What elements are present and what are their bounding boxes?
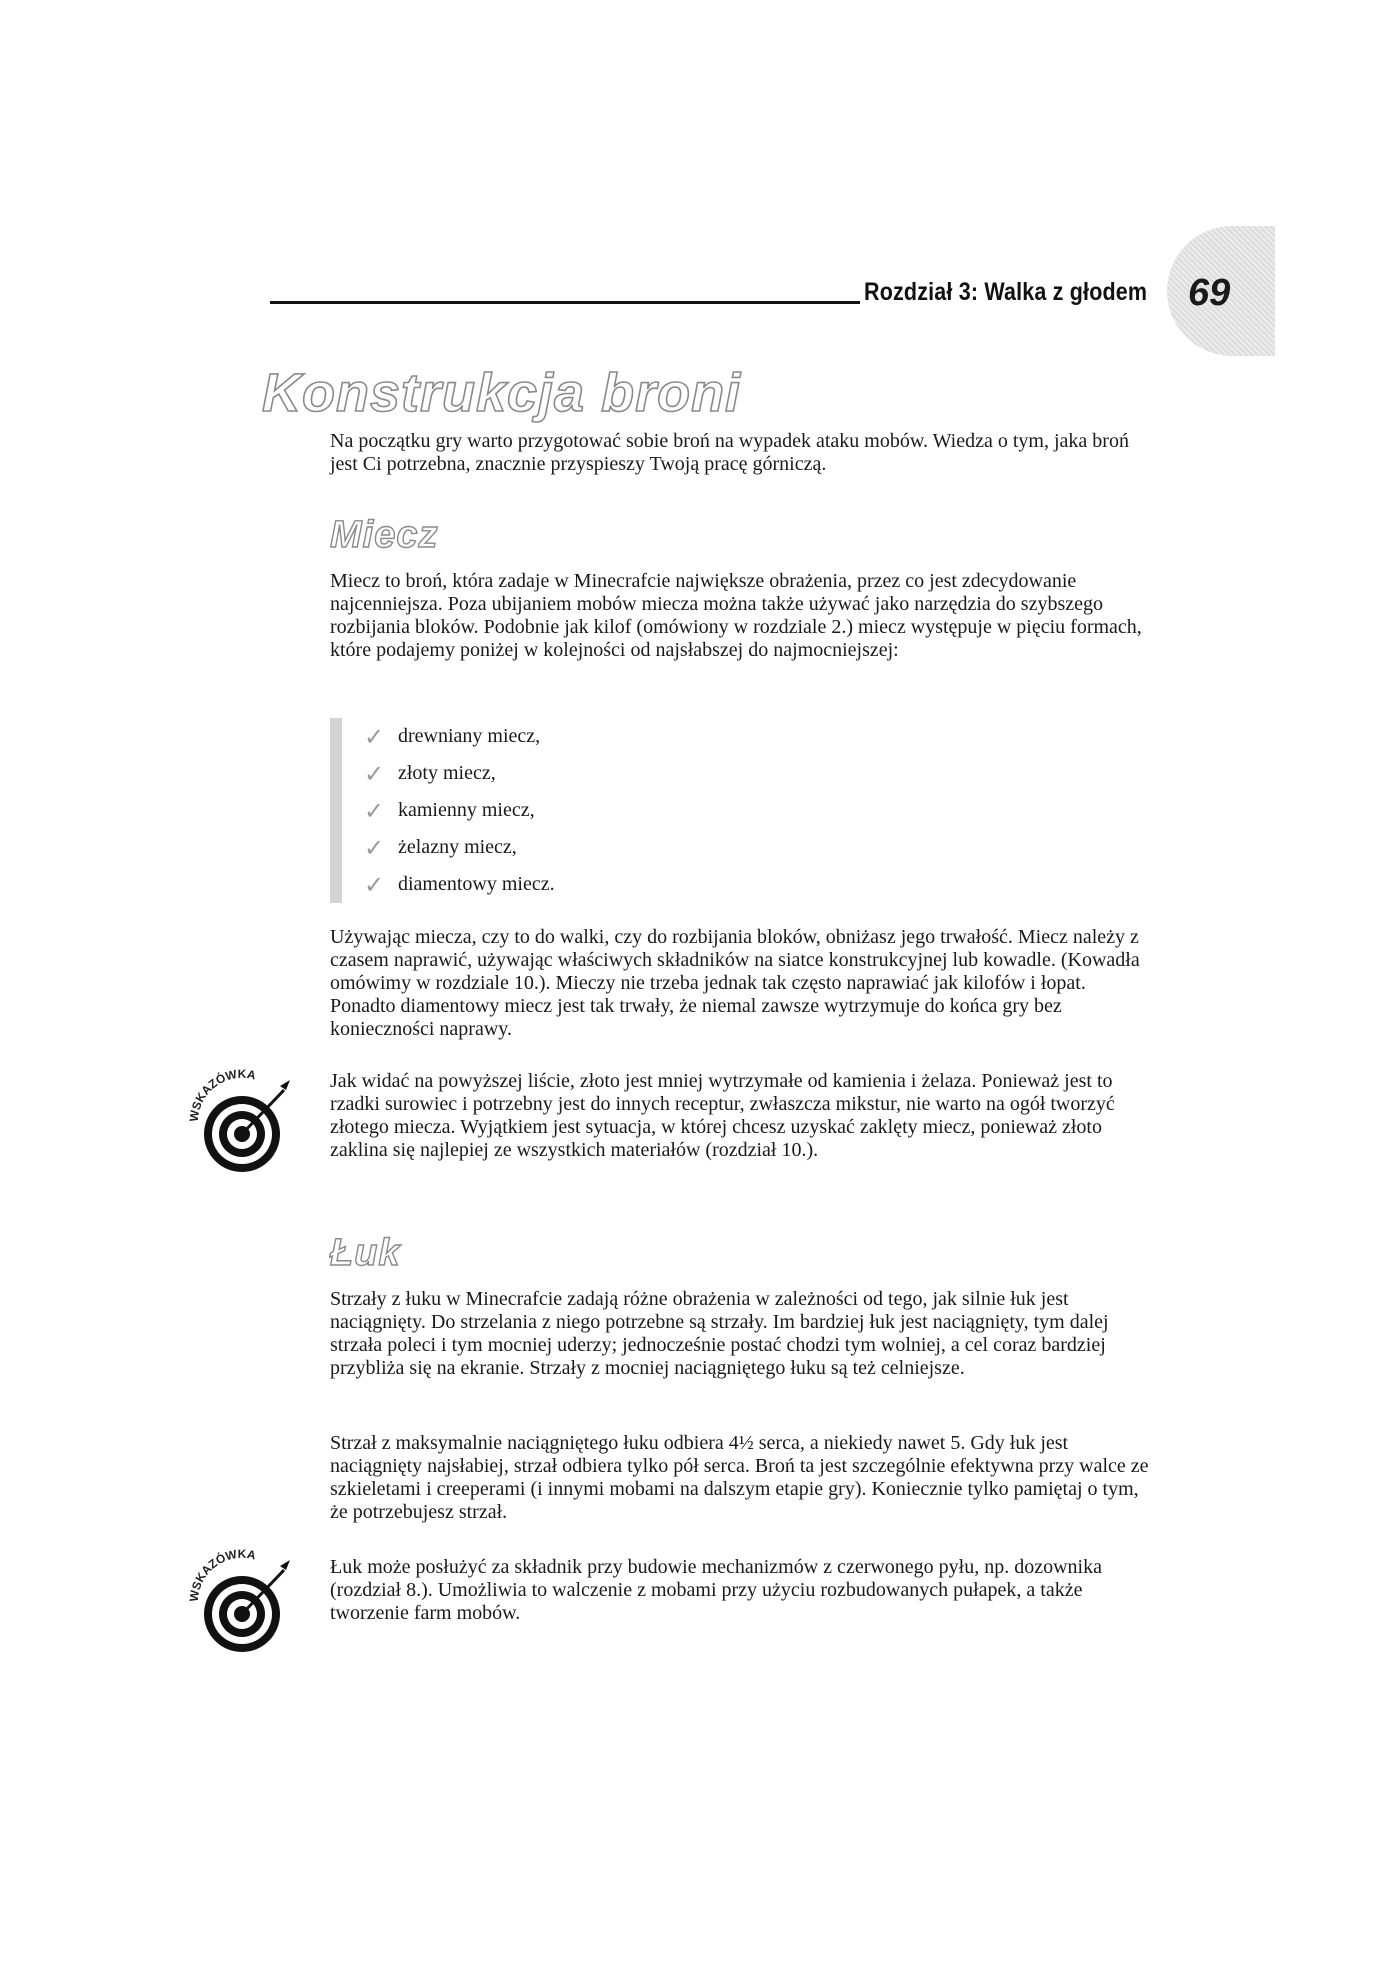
svg-text:WSKAZÓWKA: WSKAZÓWKA [186,1546,258,1603]
list-item-text: żelazny miecz, [398,836,517,858]
checkmark-icon: ✓ [364,759,385,788]
sword-paragraph-2: Używając miecza, czy to do walki, czy do rozbijania bloków, obniżasz jego trwałość. Miecz należy z czasem naprawić, używając właściwych składników na siatce konstrukcyjnej lub kowadle. (Kowadła omówimy w rozdziale 10.). Mieczy nie trzeba jednak tak często naprawiać jak kilofów i łopat. Ponadto diamentowy miecz jest tak trwały, że niemal zawsze wytrzymuje do końca gry bez konieczności naprawy. [330,926,1140,1040]
list-item [364,866,764,903]
list-item [364,792,764,829]
bow-heading: Łuk [330,1232,401,1274]
list-item-text: drewniany miecz, [398,725,541,747]
bow-paragraph-1: Strzały z łuku w Minecrafcie zadają różne obrażenia w zależności od tego, jak silnie łuk jest naciągnięty. Do strzelania z niego potrzebne są strzały. Im bardziej łuk jest naciągnięty, tym dalej strzała poleci i tym mocniej uderzy; jednocześnie postać chodzi tym wolniej, a cel coraz bardziej przybliża się na ekranie. Strzały z mocniej naciągniętego łuku są też celniejsze. [330,1288,1109,1379]
page-number: 69 [1188,272,1231,314]
list-item-text: złoty miecz, [398,762,496,784]
chapter-title: Rozdział 3: Walka z głodem [864,278,1148,306]
list-item-text: kamienny miecz, [398,799,535,821]
bow-tip-paragraph: Łuk może posłużyć za składnik przy budowie mechanizmów z czerwonego pyłu, np. dozownika (rozdział 8.). Umożliwia to walczenie z mobami przy użyciu rozbudowanych pułapek, a także tworzenie farm mobów. [330,1556,1102,1624]
header-rule [270,301,860,304]
sword-paragraph-1: Miecz to broń, która zadaje w Minecrafcie największe obrażenia, przez co jest zdecydowanie najcenniejsza. Poza ubijaniem mobów miecza można także używać jako narzędzia do szybszego rozbijania bloków. Podobnie jak kilof (omówiony w rozdziale 2.) miecz występuje w pięciu formach, które podajemy poniżej w kolejności od najsłabszej do najmocniejszej: [330,570,1142,661]
list-item [364,718,764,755]
section-heading: Konstrukcja broni [262,363,742,423]
svg-text:WSKAZÓWKA: WSKAZÓWKA [186,1066,258,1123]
list-item-text: diamentowy miecz. [398,873,555,895]
sword-types-list [330,718,764,903]
checkmark-icon: ✓ [364,722,385,751]
checkmark-icon: ✓ [364,870,385,899]
sword-tip-paragraph: Jak widać na powyższej liście, złoto jest mniej wytrzymałe od kamienia i żelaza. Ponieważ jest to rzadki surowiec i potrzebny jest do innych receptur, zwłaszcza mikstur, nie warto na ogół tworzyć złotego miecza. Wyjątkiem jest sytuacja, w której chcesz uzyskać zaklęty miecz, ponieważ złoto zaklina się najlepiej ze wszystkich materiałów (rozdział 10.). [330,1070,1115,1161]
list-item [364,755,764,792]
checkmark-icon: ✓ [364,796,385,825]
target-icon [180,1540,300,1660]
checkmark-icon: ✓ [364,833,385,862]
target-icon [180,1060,300,1180]
sword-heading: Miecz [330,514,439,556]
intro-paragraph: Na początku gry warto przygotować sobie broń na wypadek ataku mobów. Wiedza o tym, jaka broń jest Ci potrzebna, znacznie przyspieszy Twoją pracę górniczą. [330,430,1129,475]
bow-paragraph-2: Strzał z maksymalnie naciągniętego łuku odbiera 4½ serca, a niekiedy nawet 5. Gdy łuk jest naciągnięty najsłabiej, strzał odbiera tylko pół serca. Broń ta jest szczególnie efektywna przy walce ze szkieletami i creeperami (i innymi mobami na dalszym etapie gry). Koniecznie tylko pamiętaj o tym, że potrzebujesz strzał. [330,1432,1149,1523]
list-item [364,829,764,866]
